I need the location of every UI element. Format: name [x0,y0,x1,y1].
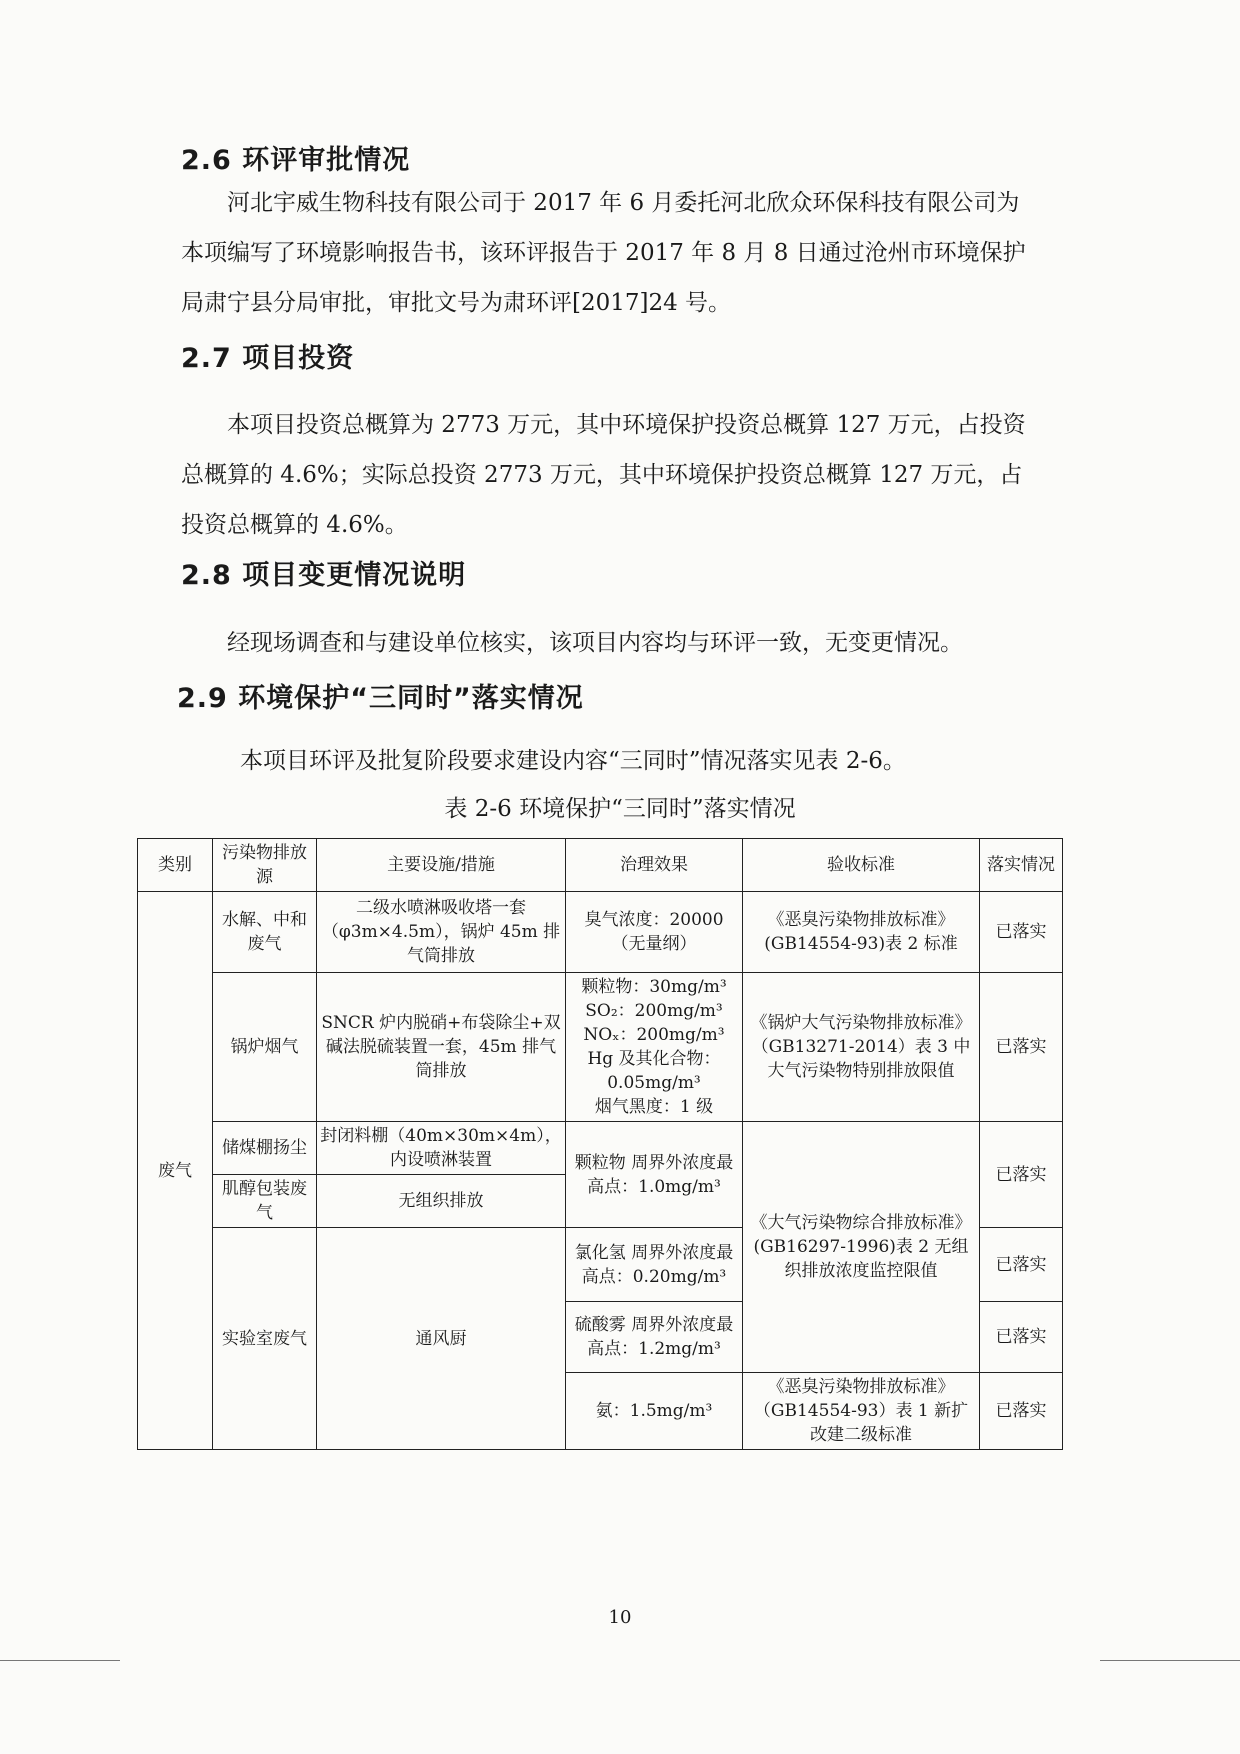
effect-line: 烟气黑度：1 级 [594,1097,714,1117]
effect-line: Hg 及其化合物：0.05mg/m³ [587,1049,721,1093]
effect-cell: 臭气浓度：20000（无量纲） [566,892,743,973]
table-row [138,1122,1063,1175]
source-cell: 肌醇包装废气 [213,1175,317,1228]
measures-cell: SNCR 炉内脱硝+布袋除尘+双碱法脱硫装置一套，45m 排气筒排放 [317,973,566,1122]
header-status: 落实情况 [980,839,1063,892]
section-2-8-paragraph: 经现场调查和与建设单位核实，该项目内容均与环评一致，无变更情况。 [227,630,963,656]
status-cell: 已落实 [980,1302,1063,1373]
measures-cell: 无组织排放 [317,1175,566,1228]
table-header-row [138,839,1063,892]
header-category: 类别 [138,839,213,892]
standard-cell: 《恶臭污染物排放标准》(GB14554-93)表 2 标准 [743,892,980,973]
effect-cell: 氯化氢 周界外浓度最高点：0.20mg/m³ [566,1228,743,1302]
source-cell: 储煤棚扬尘 [213,1122,317,1175]
measures-cell: 通风厨 [317,1228,566,1450]
status-cell: 已落实 [980,973,1063,1122]
section-2-9-paragraph: 本项目环评及批复阶段要求建设内容“三同时”情况落实见表 2-6。 [240,748,906,774]
category-cell: 废气 [138,892,213,1450]
measures-cell: 封闭料棚（40m×30m×4m），内设喷淋装置 [317,1122,566,1175]
scan-edge-line [0,1660,120,1661]
section-2-6-heading: 2.6 环评审批情况 [181,145,411,176]
status-cell: 已落实 [980,1122,1063,1228]
effect-cell [566,973,743,1122]
effect-cell: 氨：1.5mg/m³ [566,1373,743,1450]
header-measures: 主要设施/措施 [317,839,566,892]
effect-line: 颗粒物：30mg/m³ [581,977,727,997]
three-simultaneous-table [137,838,1063,1450]
standard-cell: 《锅炉大气污染物排放标准》（GB13271-2014）表 3 中大气污染物特别排放限值 [743,973,980,1122]
source-cell: 水解、中和废气 [213,892,317,973]
table-row [138,973,1063,1122]
effect-line: NOₓ：200mg/m³ [583,1025,725,1045]
page-number: 10 [608,1607,632,1628]
measures-cell: 二级水喷淋吸收塔一套（φ3m×4.5m），锅炉 45m 排气筒排放 [317,892,566,973]
section-2-8-heading: 2.8 项目变更情况说明 [181,560,467,591]
standard-cell: 《恶臭污染物排放标准》（GB14554-93）表 1 新扩改建二级标准 [743,1373,980,1450]
source-cell: 实验室废气 [213,1228,317,1450]
status-cell: 已落实 [980,1373,1063,1450]
status-cell: 已落实 [980,1228,1063,1302]
effect-line: SO₂：200mg/m³ [585,1001,723,1021]
header-source: 污染物排放源 [213,839,317,892]
standard-cell: 《大气污染物综合排放标准》(GB16297-1996)表 2 无组织排放浓度监控限值 [743,1122,980,1373]
section-2-7-heading: 2.7 项目投资 [181,343,355,374]
table-row [138,892,1063,973]
effect-cell: 颗粒物 周界外浓度最高点：1.0mg/m³ [566,1122,743,1228]
scan-edge-line [1100,1660,1240,1661]
source-cell: 锅炉烟气 [213,973,317,1122]
section-2-9-heading: 2.9 环境保护“三同时”落实情况 [177,683,584,714]
section-2-7-paragraph: 本项目投资总概算为 2773 万元，其中环境保护投资总概算 127 万元，占投资总概算的 4.6%；实际总投资 2773 万元，其中环境保护投资总概算 127 万元，占投资总概算的 4.6%。 [181,412,1026,538]
status-cell: 已落实 [980,892,1063,973]
table-caption: 表 2-6 环境保护“三同时”落实情况 [444,796,796,822]
header-effect: 治理效果 [566,839,743,892]
header-standard: 验收标准 [743,839,980,892]
effect-cell: 硫酸雾 周界外浓度最高点：1.2mg/m³ [566,1302,743,1373]
section-2-6-paragraph: 河北宇威生物科技有限公司于 2017 年 6 月委托河北欣众环保科技有限公司为本项编写了环境影响报告书，该环评报告于 2017 年 8 月 8 日通过沧州市环境保护局肃宁县分局审批，审批文号为肃环评[2017]24 号。 [181,190,1026,316]
